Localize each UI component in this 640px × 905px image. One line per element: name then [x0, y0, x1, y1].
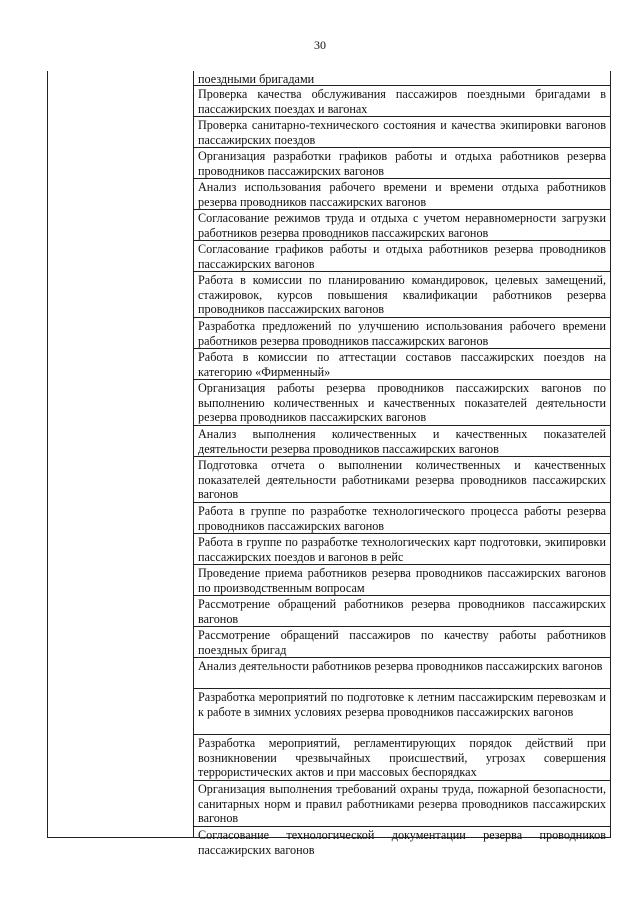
table-row: Согласование графиков работы и отдыха работников резерва проводников пассажирских вагонов: [194, 241, 610, 272]
table-row: Анализ использования рабочего времени и времени отдыха работников резерва проводников пассажирских вагонов: [194, 179, 610, 210]
duties-column: [194, 71, 610, 858]
page-number: 30: [314, 38, 326, 52]
table-row: Подготовка отчета о выполнении количественных и качественных показателей деятельности работниками резерва проводников пассажирских вагонов: [194, 457, 610, 503]
table-row: Организация выполнения требований охраны труда, пожарной безопасности, санитарных норм и правил работниками резерва проводников пассажирских вагонов: [194, 781, 610, 827]
table-row: Разработка предложений по улучшению использования рабочего времени работников резерва проводников пассажирских вагонов: [194, 318, 610, 349]
table-row: Проверка санитарно-технического состояния и качества экипировки вагонов пассажирских поездов: [194, 117, 610, 148]
table-row: Анализ деятельности работников резерва проводников пассажирских вагонов: [194, 658, 610, 689]
table-row: Согласование режимов труда и отдыха с учетом неравномерности загрузки работников резерва проводников пассажирских вагонов: [194, 210, 610, 241]
table-row: Согласование технологической документации резерва проводников пассажирских вагонов: [198, 828, 606, 857]
table-row: Анализ выполнения количественных и качественных показателей деятельности резерва проводников пассажирских вагонов: [194, 426, 610, 457]
table-row: Работа в группе по разработке технологических карт подготовки, экипировки пассажирских поездов и вагонов в рейс: [194, 534, 610, 565]
table-row: Проведение приема работников резерва проводников пассажирских вагонов по производственным вопросам: [194, 565, 610, 596]
empty-left-column: [48, 71, 194, 837]
table-row: Работа в группе по разработке технологического процесса работы резерва проводников пассажирских вагонов: [194, 503, 610, 534]
table-row: Организация работы резерва проводников пассажирских вагонов по выполнению количественных и качественных показателей деятельности резерва проводников пассажирских вагонов: [194, 380, 610, 426]
table-row: Рассмотрение обращений пассажиров по качеству работы работников поездных бригад: [194, 627, 610, 658]
table-row: Разработка мероприятий по подготовке к летним пассажирским перевозкам и к работе в зимних условиях резерва проводников пассажирских вагонов: [194, 689, 610, 735]
table-row: Разработка мероприятий, регламентирующих порядок действий при возникновении чрезвычайных происшествий, угрозах совершения террористических актов и при массовых беспорядках: [194, 735, 610, 781]
table-row: Работа в комиссии по аттестации составов пассажирских поездов на категорию «Фирменный»: [194, 349, 610, 380]
table-row: Организация разработки графиков работы и отдыха работников резерва проводников пассажирских вагонов: [194, 148, 610, 179]
table-row: Рассмотрение обращений работников резерва проводников пассажирских вагонов: [194, 596, 610, 627]
table-row: Работа в комиссии по планированию командировок, целевых замещений, стажировок, курсов повышения квалификации работников резерва проводников пассажирских вагонов: [194, 272, 610, 318]
duties-table: [47, 71, 611, 857]
table-row: Проверка качества обслуживания пассажиров поездными бригадами в пассажирских поездах и вагонах: [194, 86, 610, 117]
table-row: поездными бригадами: [194, 71, 610, 86]
